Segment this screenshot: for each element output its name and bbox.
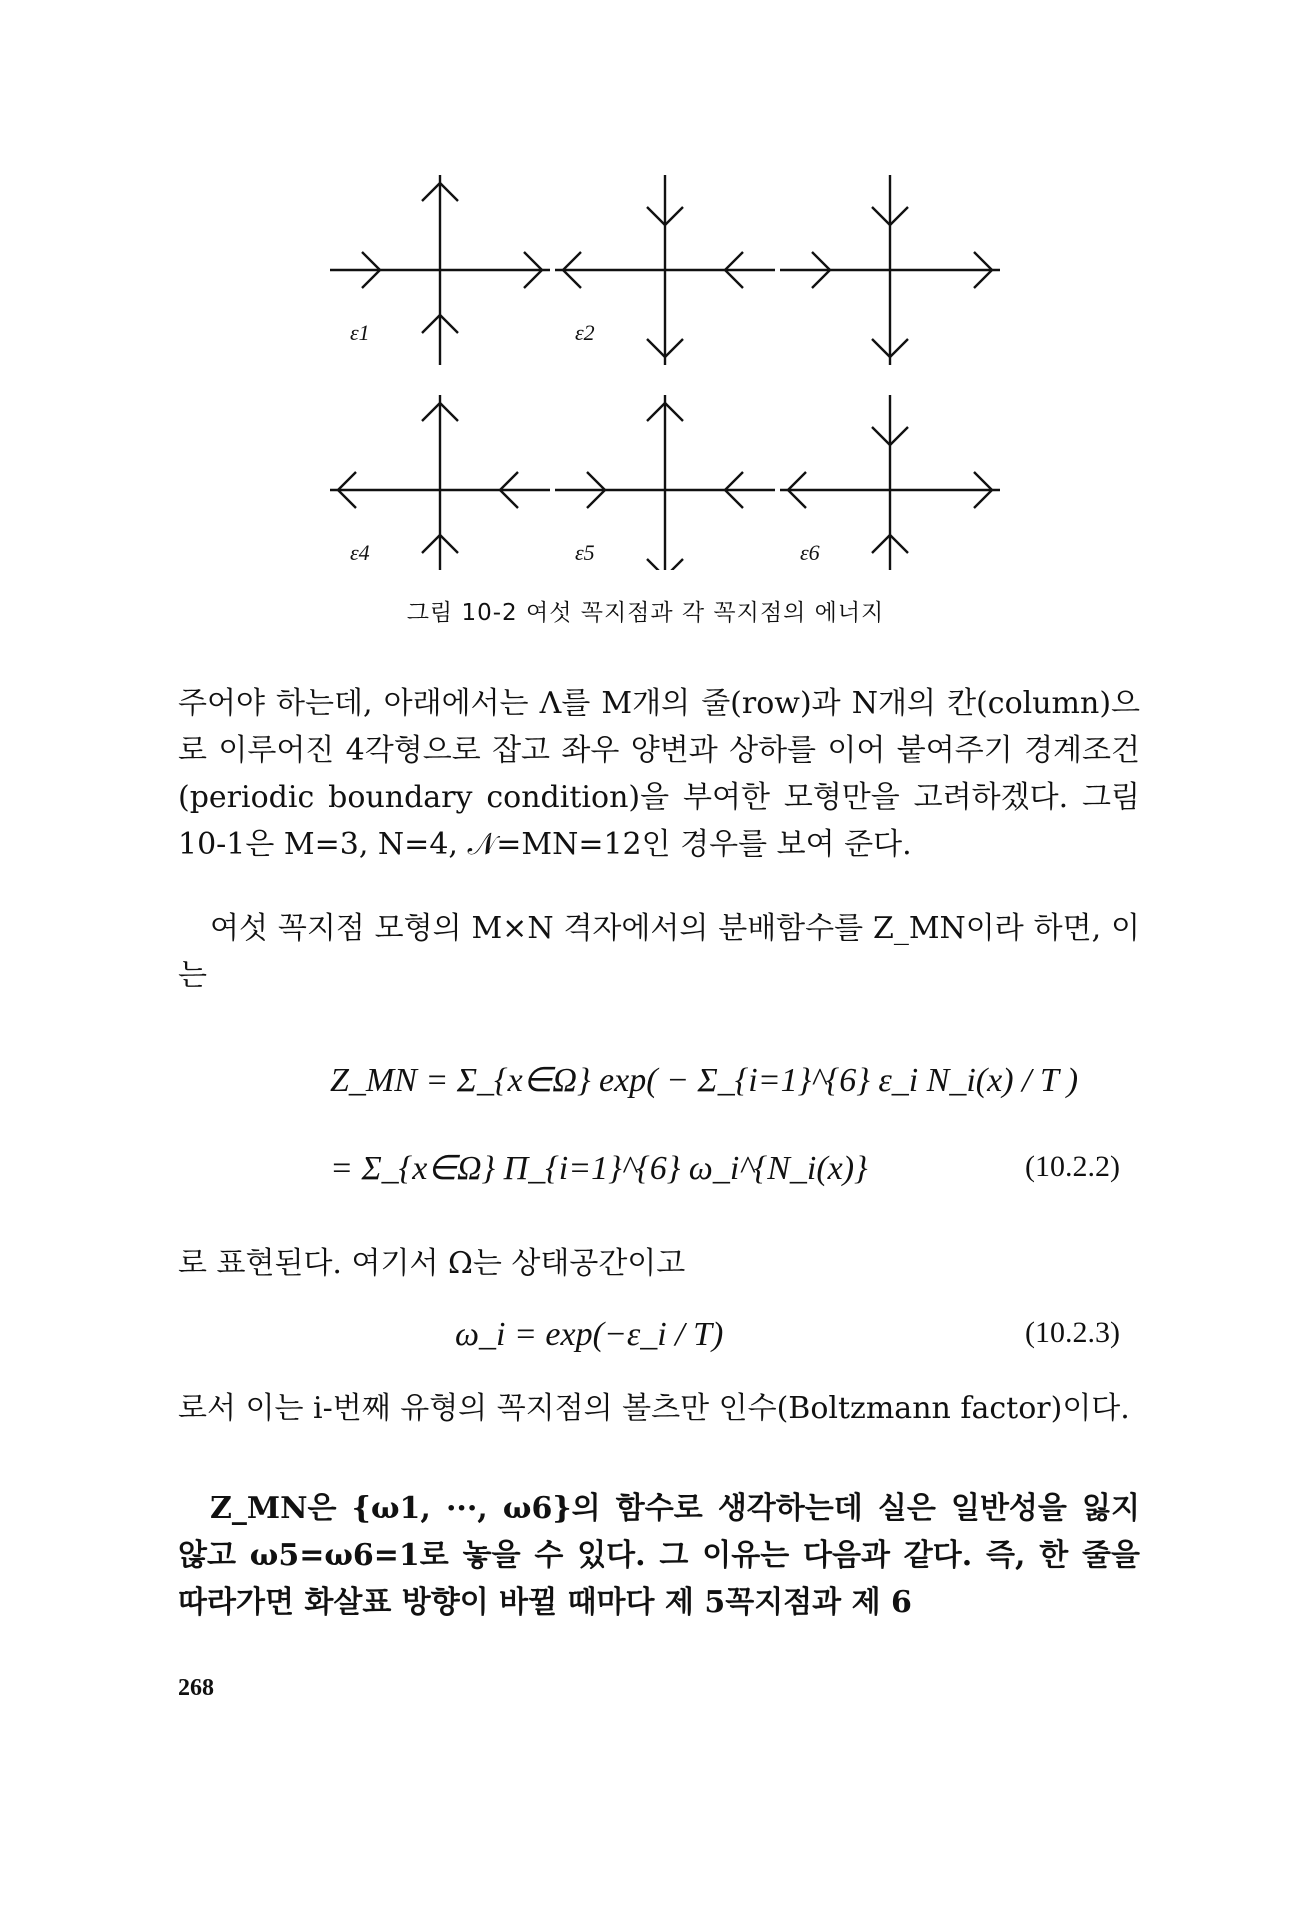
label-e6: ε6: [800, 540, 820, 565]
equation-number-1: (10.2.2): [1025, 1150, 1120, 1183]
label-e1: ε1: [350, 320, 370, 345]
vertex-diagram: [330, 150, 1030, 570]
page-number: 268: [178, 1675, 214, 1701]
label-e2: ε2: [575, 320, 595, 345]
equation-3: ω_i = exp(−ε_i / T): [455, 1316, 724, 1353]
equation-1: Z_MN = Σ_{x∈Ω} exp( − Σ_{i=1}^{6} ε_i N_i(x) / T ): [330, 1062, 1079, 1099]
paragraph-5: Z_MN은 {ω1, ···, ω6}의 함수로 생각하는데 실은 일반성을 잃지 않고 ω5=ω6=1로 놓을 수 있다. 그 이유는 다음과 같다. 즉, 한 줄을 따라가면 화살표 방향이 바뀔 때마다 제 5꼭지점과 제 6: [178, 1491, 1140, 1620]
paragraph-2: 여섯 꼭지점 모형의 M×N 격자에서의 분배함수를 Z_MN이라 하면, 이는: [178, 911, 1140, 993]
paragraph-4: 로서 이는 i-번째 유형의 꼭지점의 볼츠만 인수(Boltzmann factor)이다.: [178, 1391, 1130, 1426]
paragraph-1: 주어야 하는데, 아래에서는 Λ를 M개의 줄(row)과 N개의 칸(column)으로 이루어진 4각형으로 잡고 좌우 양변과 상하를 이어 붙여주기 경계조건(periodic boundary condition)을 부여한 모형만을 고려하겠다. 그림 10-1은 M=3, N=4, 𝒩=MN=12인 경우를 보여 준다.: [178, 686, 1140, 862]
figure-caption: 그림 10-2 여섯 꼭지점과 각 꼭지점의 에너지: [406, 600, 885, 626]
six-vertex-figure: [330, 150, 1030, 570]
equation-2: = Σ_{x∈Ω} Π_{i=1}^{6} ω_i^{N_i(x)}: [330, 1150, 868, 1187]
equation-number-2: (10.2.3): [1025, 1316, 1120, 1349]
label-e4: ε4: [350, 540, 370, 565]
paragraph-3: 로 표현된다. 여기서 Ω는 상태공간이고: [178, 1246, 686, 1281]
label-e5: ε5: [575, 540, 595, 565]
